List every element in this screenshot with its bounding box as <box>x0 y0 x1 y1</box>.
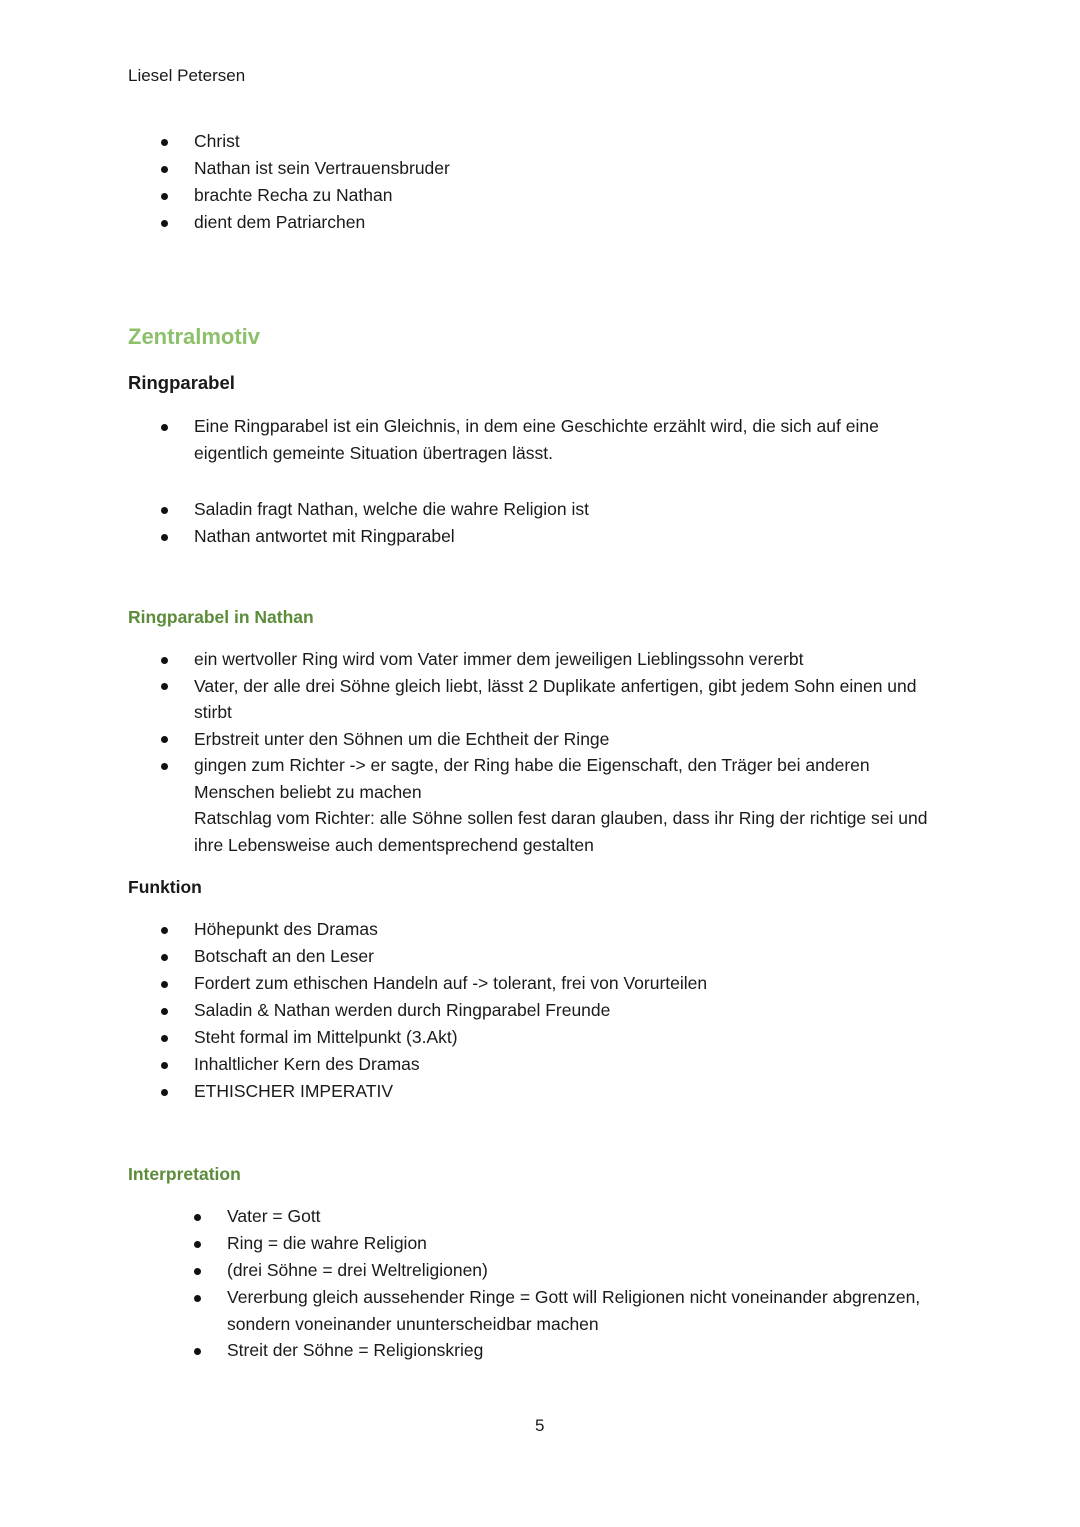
list-item: Nathan antwortet mit Ringparabel <box>128 523 589 550</box>
list-item: Botschaft an den Leser <box>128 943 707 970</box>
author-name: Liesel Petersen <box>128 66 246 85</box>
list-item: brachte Recha zu Nathan <box>128 182 450 209</box>
list-item-continuation: Ratschlag vom Richter: alle Söhne sollen fest daran glauben, dass ihr Ring der richtige sei und <box>194 808 928 828</box>
list-item: Steht formal im Mittelpunkt (3.Akt) <box>128 1024 707 1051</box>
context-list <box>128 496 589 550</box>
list-item: Vererbung gleich aussehender Ringe = Gott will Religionen nicht voneinander abgrenzen, <box>161 1284 920 1311</box>
list-item: Streit der Söhne = Religionskrieg <box>161 1337 920 1364</box>
list-item: Eine Ringparabel ist ein Gleichnis, in dem eine Geschichte erzählt wird, die sich auf eine <box>128 413 879 440</box>
list-item: Vater = Gott <box>161 1203 920 1230</box>
section-title: Zentralmotiv <box>128 324 261 349</box>
list-item: ein wertvoller Ring wird vom Vater immer dem jeweiligen Lieblingssohn vererbt <box>128 646 927 673</box>
ringparabel-in-nathan-heading: Ringparabel in Nathan <box>128 607 314 627</box>
list-item: (drei Söhne = drei Weltreligionen) <box>161 1257 920 1284</box>
page-number: 5 <box>535 1416 545 1435</box>
definition-list <box>128 413 879 466</box>
list-item-continuation: Menschen beliebt zu machen <box>194 781 422 802</box>
list-item: Nathan ist sein Vertrauensbruder <box>128 155 450 182</box>
person-bullet-list <box>128 128 450 236</box>
interpretation-heading: Interpretation <box>128 1164 241 1184</box>
list-item: Saladin & Nathan werden durch Ringparabel Freunde <box>128 997 707 1024</box>
list-item-continuation: stirbt <box>194 702 232 722</box>
ringparabel-in-nathan-list <box>128 646 927 858</box>
list-item: Ring = die wahre Religion <box>161 1230 920 1257</box>
list-item: dient dem Patriarchen <box>128 209 450 236</box>
list-item-continuation: ihre Lebensweise auch dementsprechend gestalten <box>194 834 594 855</box>
list-item: Höhepunkt des Dramas <box>128 916 707 943</box>
list-item: Christ <box>128 128 450 155</box>
list-item: Saladin fragt Nathan, welche die wahre Religion ist <box>128 496 589 523</box>
list-item: Inhaltlicher Kern des Dramas <box>128 1051 707 1078</box>
section-subtitle: Ringparabel <box>128 372 235 393</box>
list-item: Erbstreit unter den Söhnen um die Echtheit der Ringe <box>128 726 927 753</box>
list-item: Vater, der alle drei Söhne gleich liebt, lässt 2 Duplikate anfertigen, gibt jedem Sohn einen und <box>128 673 927 700</box>
interpretation-list <box>161 1203 920 1364</box>
list-item: Fordert zum ethischen Handeln auf -> tolerant, frei von Vorurteilen <box>128 970 707 997</box>
funktion-heading: Funktion <box>128 877 202 897</box>
list-item-continuation: eigentlich gemeinte Situation übertragen lässt. <box>194 442 553 463</box>
list-item-continuation: sondern voneinander ununterscheidbar machen <box>227 1313 599 1334</box>
list-item: gingen zum Richter -> er sagte, der Ring habe die Eigenschaft, den Träger bei anderen <box>128 752 927 779</box>
list-item: ETHISCHER IMPERATIV <box>128 1078 707 1105</box>
funktion-list <box>128 916 707 1105</box>
